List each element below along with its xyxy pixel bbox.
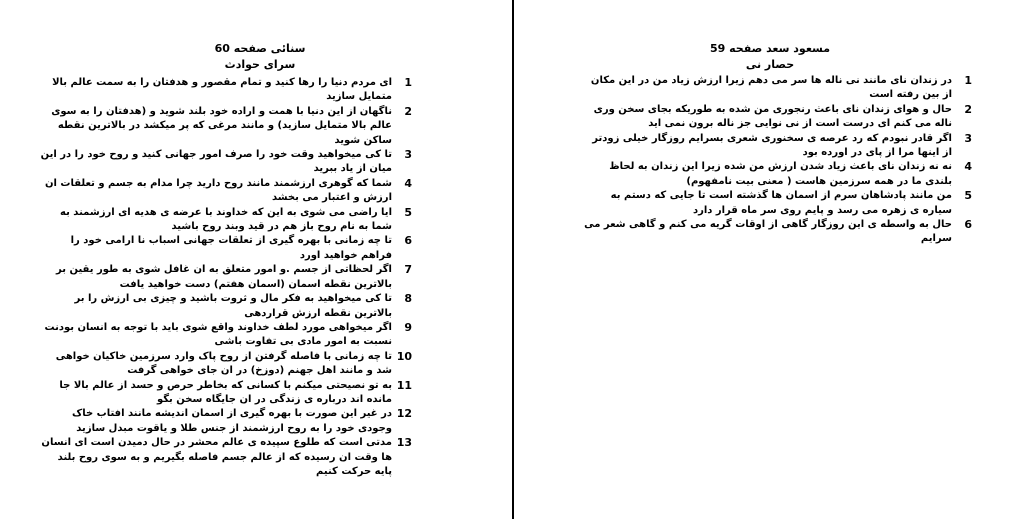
text-line xyxy=(40,148,412,177)
line-number: 6 xyxy=(964,218,972,232)
line-text: در زندان نای مانند نی ناله ها سر می دهم زیرا ارزش زیاد من در این مکان از بین رفته است xyxy=(590,75,952,101)
right-page-subtitle: حصار نی xyxy=(745,58,795,71)
line-text: شما که گوهری ارزشمند مانند روح دارید چرا مدام به جسم و تعلقات ان ارزش و اعتبار می بخشد xyxy=(44,177,392,204)
line-number: 5 xyxy=(964,189,972,203)
line-text: تا کی میخواهید به فکر مال و ثروت باشید و چیزی بی ارزش را بر بالاترین نقطه ارزش قراردهی xyxy=(74,293,392,319)
text-line xyxy=(582,132,972,161)
text-line xyxy=(40,436,412,479)
line-text: من مانند پادشاهان سرم از اسمان ها گذشته است تا جایی که دستم به سیاره ی زهره می رسد و پایم روی سر ماه قرار دارد xyxy=(610,190,952,216)
text-line xyxy=(582,189,972,218)
line-text: اگر لحظاتی از جسم .و امور متعلق به ان غافل شوی به طور یقین بر بالاترین نقطه اسمان (اسمان هفتم) دست خواهید یافت xyxy=(55,264,392,290)
line-number: 3 xyxy=(964,131,972,145)
line-number: 4 xyxy=(964,160,972,174)
text-line xyxy=(582,74,972,103)
line-text: نه نه زندان نای باعث زیاد شدن ارزش من شده زیرا این زندان به لحاظ بلندی ما در همه سرزمین هاست ( معنی بیت نامفهوم) xyxy=(609,161,952,187)
line-number: 11 xyxy=(396,378,412,392)
line-text: تا چه زمانی با بهره گیری از تعلقات جهانی اسباب نا ارامی خود را فراهم خواهید اورد xyxy=(70,235,392,261)
line-text: در غیر این صورت با بهره گیری از اسمان اندیشه مانند افتاب خاک وجودی خود را به روح ارزشمند از جنس طلا و یاقوت مبدل سازید xyxy=(71,408,392,434)
left-page-subtitle: سرای حوادث xyxy=(224,58,296,71)
line-number: 5 xyxy=(404,205,412,219)
text-line xyxy=(582,218,972,247)
line-number: 8 xyxy=(404,292,412,306)
line-number: 9 xyxy=(404,320,412,334)
line-text: حال و هوای زندان نای باعث رنجوری من شده به طوریکه بجای سخن وری ناله می کنم ای درست است از نی نوایی جز ناله برون نمی اید xyxy=(593,103,952,130)
text-line xyxy=(40,350,412,379)
line-text: مدتی است که طلوع سپیده ی عالم محشر در حال دمیدن است ای انسان ها وقت ان رسیده که از عالم جسم فاصله بگیریم و به سوی روح بلند پایه حرکت کنیم xyxy=(41,437,392,477)
line-text: تا چه زمانی با فاصله گرفتن از روح پاک وارد سرزمین خاکیان خواهی شد و مانند اهل جهنم (دوزخ) در ان جای خواهی گرفت xyxy=(55,350,392,377)
line-text: حال به واسطه ی این روزگار گاهی از اوقات گریه می کنم و گاهی شعر می سرایم xyxy=(584,219,952,245)
text-line xyxy=(40,234,412,263)
line-number: 7 xyxy=(404,263,412,277)
line-text: اگر قادر نبودم که رد عرصه ی سخنوری شعری بسرایم روزگار خیلی زودتر از اینها مرا از پای در اورده بود xyxy=(592,132,952,159)
right-page-title: مسعود سعد صفحه 59 xyxy=(709,42,831,55)
right-page-lines xyxy=(582,74,972,247)
line-text: ای مردم دنیا را رها کنید و تمام مقصور و هدفتان را به سمت عالم بالا متمایل سازید xyxy=(52,77,392,103)
text-line xyxy=(582,103,972,132)
right-page xyxy=(514,0,1024,519)
line-text: ناگهان از این دنیا با همت و اراده خود بلند شوید و (هدفتان را به سوی عالم بالا متمایل سازید) و مانند مرغی که پر میکشد در بالاترین نقطه ساکن شوید xyxy=(51,105,392,146)
text-line xyxy=(40,263,412,292)
text-line xyxy=(40,292,412,321)
text-line xyxy=(40,407,412,436)
line-number: 1 xyxy=(964,74,972,87)
line-text: ایا راضی می شوی به این که خداوند با عرضه ی هدیه ای ارزشمند به شما به نام روح باز هم در قید وبند روح باشید xyxy=(60,206,392,233)
line-number: 2 xyxy=(964,102,972,116)
text-line xyxy=(40,379,412,408)
line-number: 4 xyxy=(404,176,412,190)
left-page-title: سنائی صفحه 60 xyxy=(214,42,306,55)
text-line xyxy=(40,76,412,105)
text-line xyxy=(40,177,412,206)
text-line xyxy=(40,206,412,235)
line-number: 3 xyxy=(404,148,412,162)
text-line xyxy=(582,160,972,189)
left-page-lines xyxy=(40,76,412,479)
line-number: 12 xyxy=(396,407,412,421)
line-number: 2 xyxy=(404,104,412,118)
line-text: به تو نصیحتی میکنم با کسانی که بخاطر حرص و حسد از عالم بالا جا مانده اند درباره ی زندگی در ان جایگاه سخن بگو xyxy=(59,379,392,405)
text-line xyxy=(40,105,412,148)
line-text: تا کی میخواهید وقت خود را صرف امور جهانی کنید و روح خود را در این میان از یاد ببرید xyxy=(40,149,392,175)
text-line xyxy=(40,321,412,350)
line-number: 6 xyxy=(404,234,412,248)
line-text: اگر میخواهی مورد لطف خداوند واقع شوی باید با توجه به انسان بودنت نسبت به امور مادی بی تفاوت باشی xyxy=(44,321,392,348)
line-number: 1 xyxy=(404,76,412,89)
line-number: 10 xyxy=(396,349,412,363)
line-number: 13 xyxy=(396,436,412,450)
